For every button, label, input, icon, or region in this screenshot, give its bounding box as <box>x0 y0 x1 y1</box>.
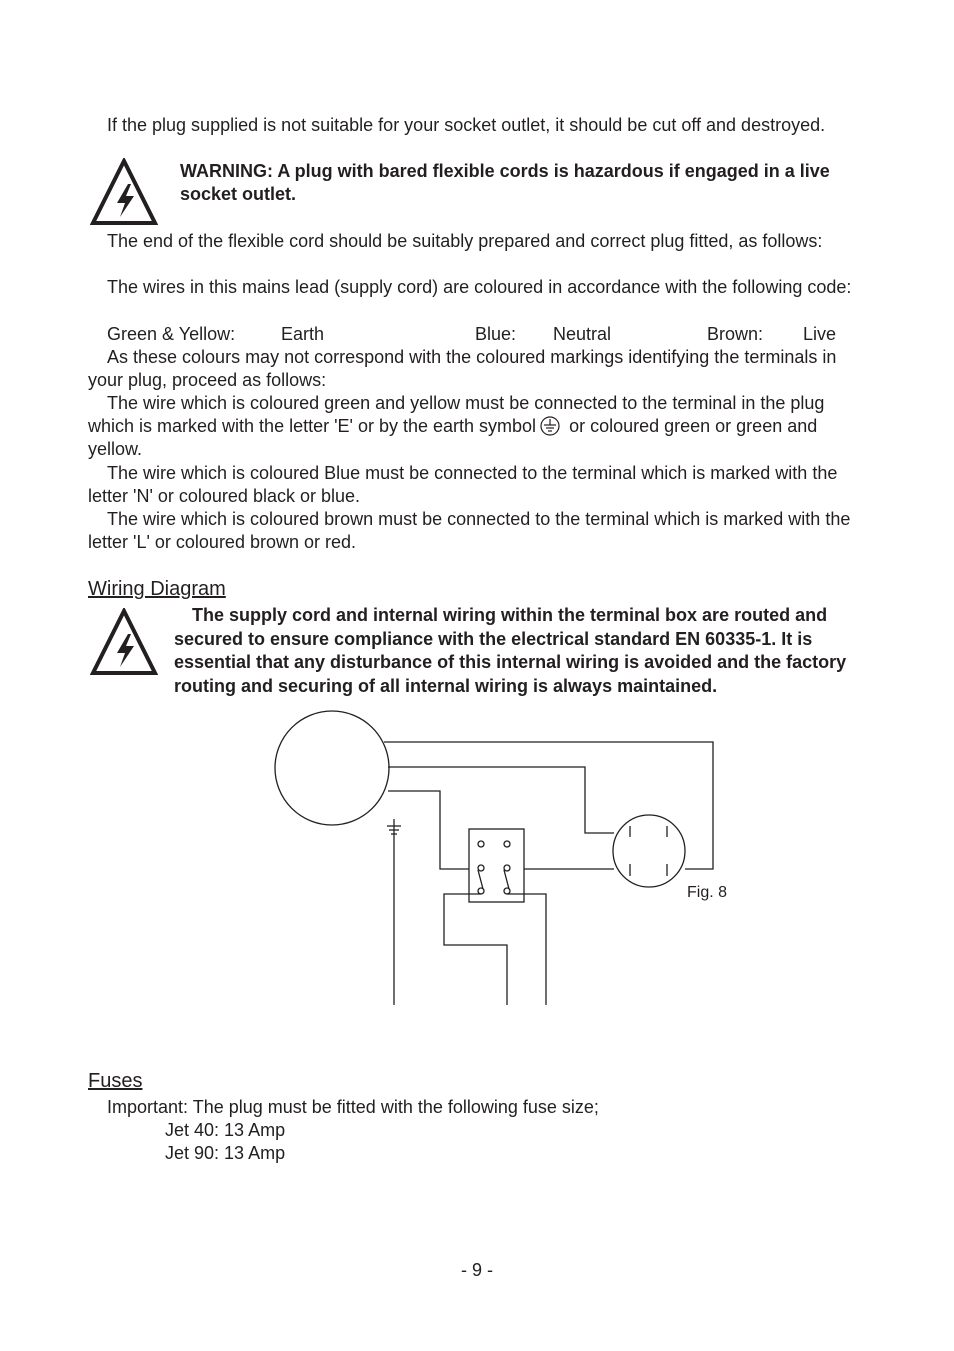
blue-label: Blue: <box>475 324 517 344</box>
fuse-item-jet-90: Jet 90: 13 Amp <box>165 1143 286 1163</box>
switch-box <box>469 829 524 902</box>
wire-motor-to-switch <box>388 791 469 869</box>
fuse-item-jet-40: Jet 40: 13 Amp <box>165 1120 286 1140</box>
supply-wire-left <box>444 894 507 1005</box>
green-yellow-label: Green & Yellow: <box>107 324 236 344</box>
wire-motor-to-capacitor-left <box>388 767 614 833</box>
warning-bared-cords: WARNING: A plug with bared flexible cords is hazardous if engaged in a live socket outlet. <box>180 161 830 204</box>
green-yellow-value: Earth <box>281 324 325 344</box>
supply-wire-right <box>507 894 546 1005</box>
figure-label: Fig. 8 <box>687 884 728 901</box>
brown-wire-paragraph: The wire which is coloured brown must be connected to the terminal which is marked with the letter 'L' or coloured brown or red. <box>88 509 851 552</box>
wire-motor-to-capacitor-right <box>384 742 713 869</box>
cord-preparation-paragraph: The end of the flexible cord should be suitably prepared and correct plug fitted, as follows: <box>107 231 823 251</box>
blue-value: Neutral <box>553 324 612 344</box>
motor-circle <box>275 711 389 825</box>
brown-value: Live <box>803 324 837 344</box>
terminal-markings-paragraph: As these colours may not correspond with the coloured markings identifying the terminals in your plug, proceed as follows: <box>88 347 837 390</box>
earth-wire-text-a: The wire which is coloured green and yellow must be connected to the terminal in the plug which is marked with the letter 'E' or by the earth symbol <box>88 393 825 436</box>
wiring-diagram-heading: Wiring Diagram <box>88 578 226 600</box>
brown-label: Brown: <box>707 324 764 344</box>
earth-wire-text-b: or coloured green or green and yellow. <box>88 416 818 459</box>
wire-colour-code-paragraph: The wires in this mains lead (supply cord) are coloured in accordance with the following code: <box>107 277 852 297</box>
intro-paragraph: If the plug supplied is not suitable for your socket outlet, it should be cut off and destroyed. <box>107 115 826 135</box>
capacitor-circle <box>613 815 685 887</box>
fuse-intro: Important: The plug must be fitted with the following fuse size; <box>107 1097 599 1117</box>
page-number: - 9 - <box>460 1260 493 1280</box>
wiring-warning: The supply cord and internal wiring within the terminal box are routed and secured to ensure compliance with the electrical standard EN 60335-1. It is essential that any disturbance of this internal wiring is avoided and the factory routing and securing of all internal wiring is always maintained. <box>174 605 847 696</box>
blue-wire-paragraph: The wire which is coloured Blue must be connected to the terminal which is marked with the letter 'N' or coloured black or blue. <box>88 463 838 506</box>
fuses-heading: Fuses <box>88 1070 143 1092</box>
